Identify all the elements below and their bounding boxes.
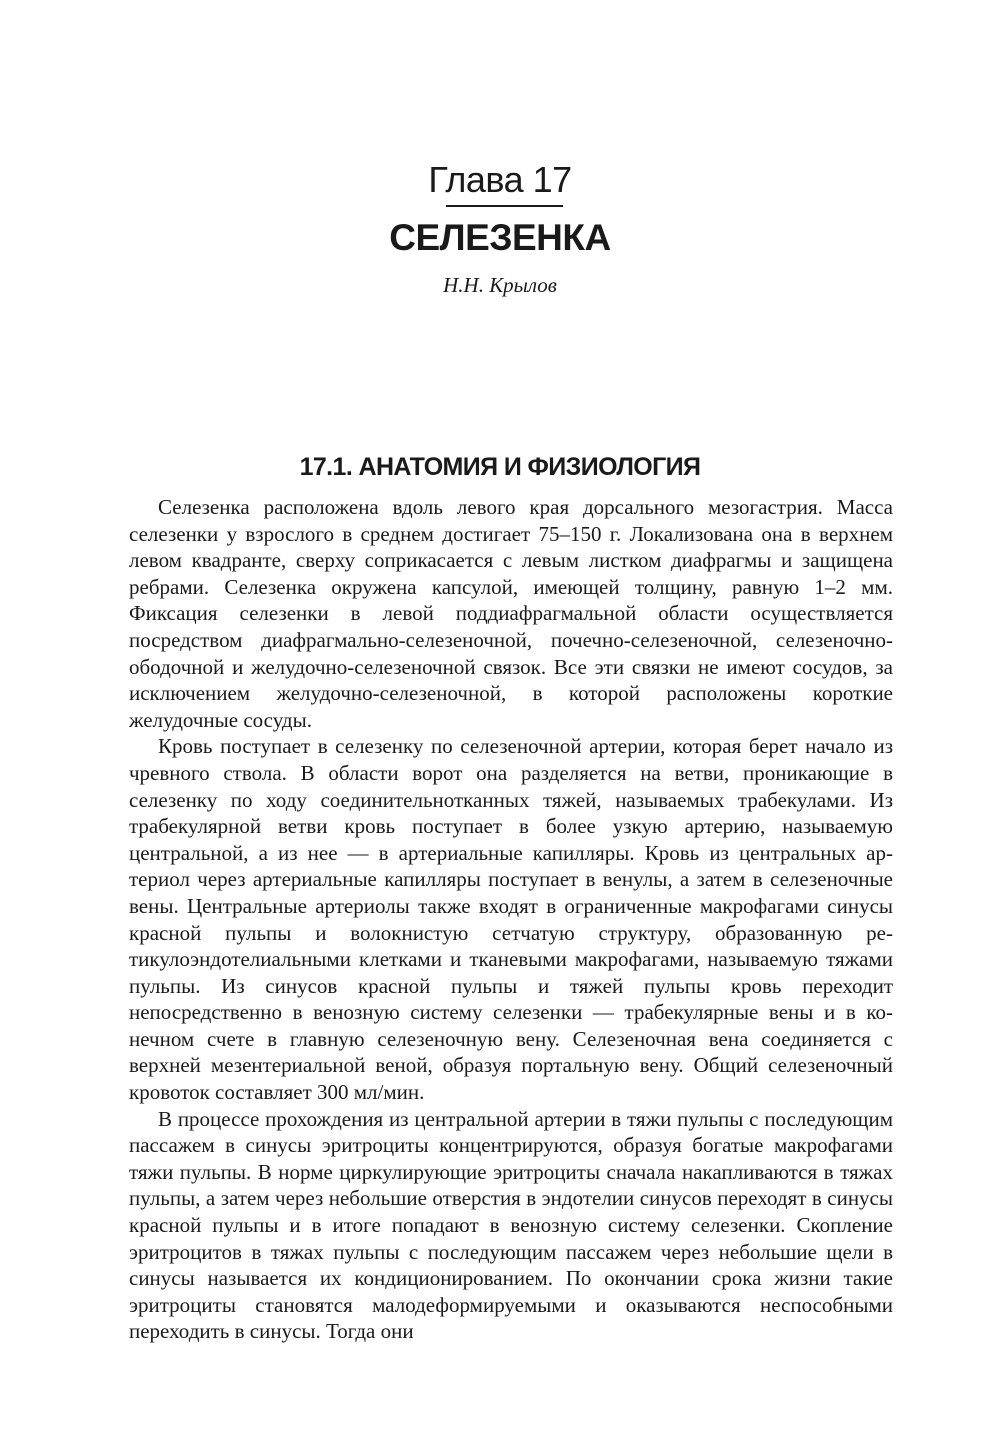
paragraph: Селезенка расположена вдоль левого края дорсального мезогастрия. Масса селезенки у взрослого в среднем достигает 75–150 г. Локализована она в верхнем левом квадранте, сверху соприкасается с левым листком диафрагмы и защищена ребрами. Селезенка окружена капсулой, имеющей толщину, равную 1–2 мм. Фиксация селезенки в левой поддиафрагмальной области осуществляется посредством диафрагмально-селезеночной, почечно-селезеночной, селезеночно-ободочной и желудочно-селезеночной связок. Все эти связки не имеют сосудов, за исключением желудочно-селезеночной, в которой расположены короткие желудочные сосуды. (129, 495, 893, 732)
chapter-label: Глава 17 (428, 159, 572, 200)
paragraph: Кровь поступает в селезенку по селезеночной артерии, которая берет начало из чревного ствола. В области ворот она разделяется на ветви, проникающие в селезенку по ходу соединительнотканных тяжей, называемых трабекулами. Из трабекулярной ветви кровь поступает в более узкую артерию, называемую центральной, а из нее — в артериальные капилляры. Кровь из центральных артериол через артериальные капилляры поступает в венулы, а затем в селезеночные вены. Центральные артериолы также входят в ограниченные макрофагами синусы красной пульпы и волокнистую сетчатую структуру, образованную ретикулоэндотелиальными клетками и тканевыми макрофагами, называемую тяжами пульпы. Из синусов красной пульпы и тяжей пульпы кровь переходит непосредственно в венозную систему селезенки — трабекулярные вены и в конечном счете в главную селезеночную вену. Селезеночная вена соединяется с верхней мезентериальной веной, образуя портальную вену. Общий селезеночный кровоток составляет 300 мл/мин. (129, 734, 893, 1105)
chapter-author: Н.Н. Крылов (443, 273, 557, 297)
body-text (129, 494, 893, 1345)
paragraph: В процессе прохождения из центральной артерии в тяжи пульпы с последующим пассажем в синусы эритроциты концентрируются, образуя богатые макрофагами тяжи пульпы. В норме циркулирующие эритроциты сначала накапливаются в тяжах пульпы, а затем через небольшие отверстия в эндотелии синусов переходят в синусы красной пульпы и в итоге попадают в венозную систему селезенки. Скопление эритроцитов в тяжах пульпы с последующим пассажем через небольшие щели в синусы называется их кондиционированием. По окончании срока жизни такие эритроциты становятся малодеформируемыми и оказываются неспособными переходить в синусы. Тогда они (129, 1106, 893, 1344)
chapter-underline-rule (446, 205, 563, 207)
section-heading: 17.1. АНАТОМИЯ И ФИЗИОЛОГИЯ (299, 453, 701, 481)
chapter-title: СЕЛЕЗЕНКА (389, 217, 611, 258)
